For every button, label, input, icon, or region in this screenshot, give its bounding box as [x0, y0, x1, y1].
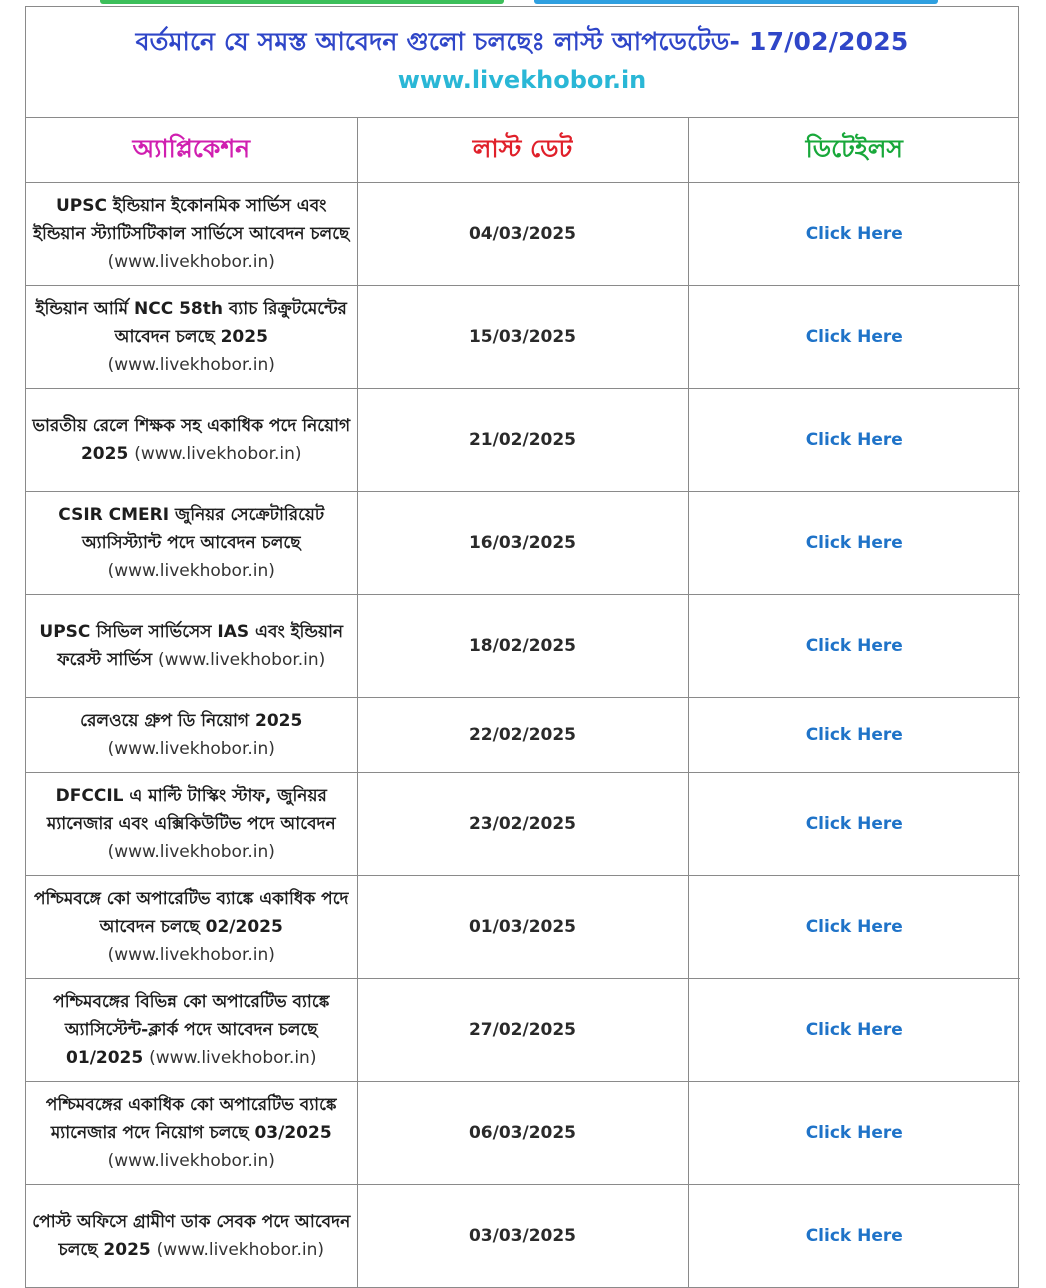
- column-header-last-date: লাস্ট ডেট: [357, 118, 688, 183]
- table-row: [26, 183, 1020, 286]
- table-row: [26, 389, 1020, 492]
- column-header-application: অ্যাপ্লিকেশন: [26, 118, 357, 183]
- details-cell: [688, 773, 1020, 876]
- click-here-link[interactable]: Click Here: [805, 725, 903, 745]
- application-title: রেলওয়ে গ্রুপ ডি নিয়োগ 2025: [80, 711, 303, 731]
- application-source: (www.livekhobor.in): [107, 1151, 275, 1171]
- click-here-link[interactable]: Click Here: [805, 224, 903, 244]
- application-cell: [26, 492, 357, 595]
- application-source: (www.livekhobor.in): [156, 1240, 324, 1260]
- click-here-link[interactable]: Click Here: [805, 327, 903, 347]
- application-title: UPSC সিভিল সার্ভিসেস IAS এবং ইন্ডিয়ান ফরেস্ট সার্ভিস: [39, 622, 344, 670]
- top-color-strip: [100, 0, 938, 4]
- table-body: [26, 183, 1020, 1288]
- application-source: (www.livekhobor.in): [107, 252, 275, 272]
- table-row: [26, 773, 1020, 876]
- application-cell: [26, 979, 357, 1082]
- application-title: UPSC ইন্ডিয়ান ইকোনমিক সার্ভিস এবং ইন্ডিয়ান স্ট্যাটিসটিকাল সার্ভিসে আবেদন চলছে: [33, 196, 350, 244]
- details-cell: [688, 1185, 1020, 1288]
- application-cell: [26, 389, 357, 492]
- application-title: CSIR CMERI জুনিয়র সেক্রেটারিয়েট অ্যাসিস্ট্যান্ট পদে আবেদন চলছে: [58, 505, 325, 553]
- site-name: www.livekhobor.in: [397, 66, 647, 94]
- table-row: [26, 876, 1020, 979]
- table-row: [26, 492, 1020, 595]
- details-cell: [688, 595, 1020, 698]
- application-cell: [26, 1185, 357, 1288]
- application-title: পশ্চিমবঙ্গের বিভিন্ন কো অপারেটিভ ব্যাঙ্কে অ্যাসিস্টেন্ট-ক্লার্ক পদে আবেদন চলছে 01/2025: [53, 992, 330, 1068]
- table-row: [26, 595, 1020, 698]
- application-source: (www.livekhobor.in): [107, 561, 275, 581]
- table-row: [26, 979, 1020, 1082]
- top-strip-blue: [534, 0, 938, 4]
- application-source: (www.livekhobor.in): [107, 739, 275, 759]
- application-source: (www.livekhobor.in): [107, 355, 275, 375]
- last-date-cell: 21/02/2025: [357, 389, 688, 492]
- details-cell: [688, 286, 1020, 389]
- page-title: বর্তমানে যে সমস্ত আবেদন গুলো চলছেঃ লাস্ট আপডেটেড- 17/02/2025: [135, 27, 909, 56]
- last-date-cell: 18/02/2025: [357, 595, 688, 698]
- details-cell: [688, 876, 1020, 979]
- application-source: (www.livekhobor.in): [107, 945, 275, 965]
- applications-table: [26, 118, 1020, 1287]
- application-cell: [26, 286, 357, 389]
- application-title: DFCCIL এ মাল্টি টাস্কিং স্টাফ, জুনিয়র ম্যানেজার এবং এক্সিকিউটিভ পদে আবেদন: [46, 786, 336, 834]
- application-cell: [26, 183, 357, 286]
- last-date-cell: 06/03/2025: [357, 1082, 688, 1185]
- click-here-link[interactable]: Click Here: [805, 1020, 903, 1040]
- table-row: [26, 698, 1020, 773]
- top-strip-green: [100, 0, 504, 4]
- application-source: (www.livekhobor.in): [157, 650, 326, 670]
- last-date-cell: 01/03/2025: [357, 876, 688, 979]
- application-title: পশ্চিমবঙ্গের একাধিক কো অপারেটিভ ব্যাঙ্কে ম্যানেজার পদে নিয়োগ চলছে 03/2025: [45, 1095, 337, 1143]
- last-date-cell: 23/02/2025: [357, 773, 688, 876]
- table-row: [26, 1185, 1020, 1288]
- application-title: পোস্ট অফিসে গ্রামীণ ডাক সেবক পদে আবেদন চলছে 2025: [32, 1212, 351, 1260]
- click-here-link[interactable]: Click Here: [805, 1226, 903, 1246]
- last-date-cell: 04/03/2025: [357, 183, 688, 286]
- table-row: [26, 286, 1020, 389]
- last-date-cell: 22/02/2025: [357, 698, 688, 773]
- details-cell: [688, 1082, 1020, 1185]
- application-title: পশ্চিমবঙ্গে কো অপারেটিভ ব্যাঙ্কে একাধিক পদে আবেদন চলছে 02/2025: [33, 889, 349, 937]
- application-source: (www.livekhobor.in): [149, 1048, 317, 1068]
- click-here-link[interactable]: Click Here: [805, 533, 903, 553]
- applications-table-card: [25, 6, 1019, 1288]
- click-here-link[interactable]: Click Here: [805, 430, 903, 450]
- last-date-cell: 27/02/2025: [357, 979, 688, 1082]
- application-cell: [26, 773, 357, 876]
- application-cell: [26, 1082, 357, 1185]
- column-header-details: ডিটেইলস: [688, 118, 1020, 183]
- details-cell: [688, 979, 1020, 1082]
- last-date-cell: 03/03/2025: [357, 1185, 688, 1288]
- details-cell: [688, 492, 1020, 595]
- details-cell: [688, 698, 1020, 773]
- table-header-row: [26, 118, 1020, 183]
- table-row: [26, 1082, 1020, 1185]
- details-cell: [688, 389, 1020, 492]
- click-here-link[interactable]: Click Here: [805, 917, 903, 937]
- table-header-banner: [26, 7, 1018, 118]
- details-cell: [688, 183, 1020, 286]
- application-cell: [26, 595, 357, 698]
- application-title: ভারতীয় রেলে শিক্ষক সহ একাধিক পদে নিয়োগ 2025: [32, 416, 351, 464]
- click-here-link[interactable]: Click Here: [805, 1123, 903, 1143]
- click-here-link[interactable]: Click Here: [805, 636, 903, 656]
- click-here-link[interactable]: Click Here: [805, 814, 903, 834]
- application-source: (www.livekhobor.in): [134, 444, 302, 464]
- application-title: ইন্ডিয়ান আর্মি NCC 58th ব্যাচ রিক্রুটমেন্টের আবেদন চলছে 2025: [35, 299, 347, 347]
- last-date-cell: 16/03/2025: [357, 492, 688, 595]
- application-cell: [26, 698, 357, 773]
- last-date-cell: 15/03/2025: [357, 286, 688, 389]
- application-cell: [26, 876, 357, 979]
- application-source: (www.livekhobor.in): [107, 842, 275, 862]
